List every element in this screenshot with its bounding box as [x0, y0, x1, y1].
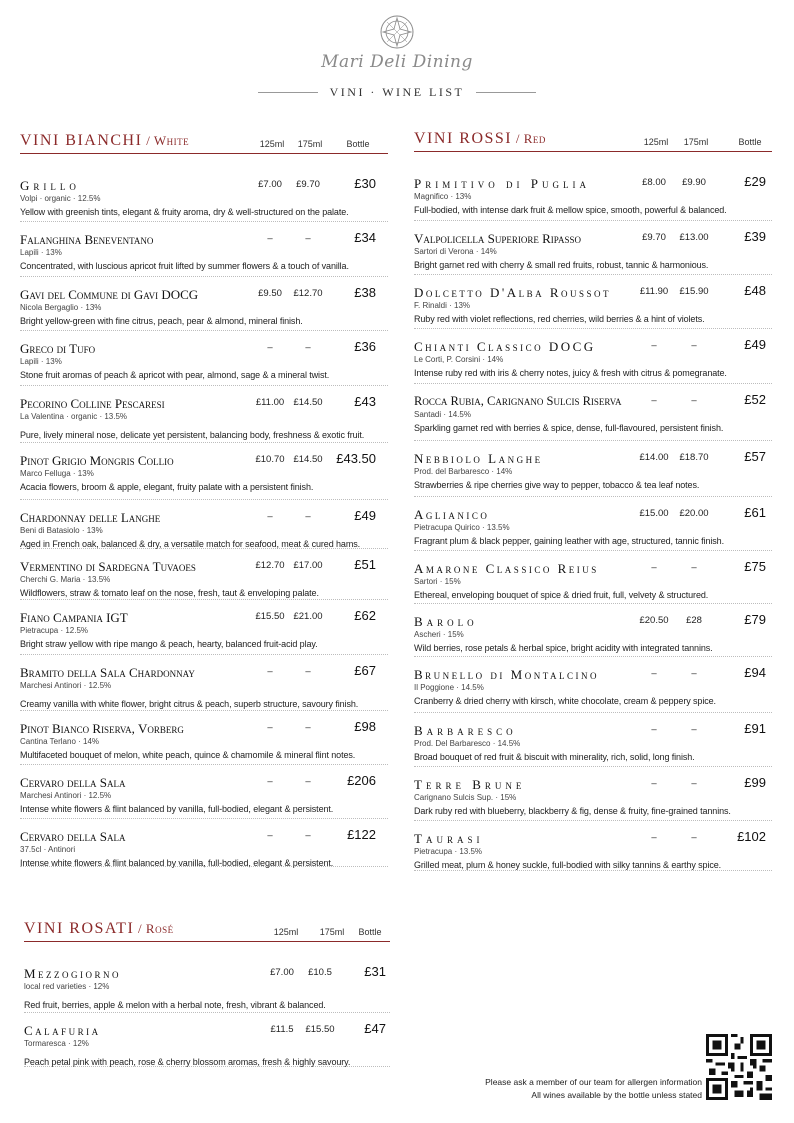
- wine-producer: Magnifico · 13%: [414, 192, 472, 201]
- price-bottle: £102: [737, 829, 766, 844]
- column-header-bottle: Bottle: [358, 927, 382, 937]
- wine-description: Intense white flowers & flint balanced by vanilla, full-bodied, elegant & persistent.: [20, 804, 334, 814]
- wine-producer: Prod. Del Barbaresco · 14.5%: [414, 739, 521, 748]
- wine-description: Dark ruby red with blueberry, blackberry & fig, dense & fruity, fine-grained tannins.: [414, 806, 731, 816]
- wine-producer: Beni di Batasiolo · 13%: [20, 526, 103, 535]
- column-header-125ml: 125ml: [259, 139, 285, 149]
- wine-name: Barbaresco: [414, 723, 517, 738]
- allergen-note: Please ask a member of our team for allergen information: [485, 1077, 702, 1087]
- wine-description: Cranberry & dried cherry with kirsch, white chocolate, cream & peppery spice.: [414, 696, 716, 706]
- wine-producer: Carignano Sulcis Sup. · 15%: [414, 793, 517, 802]
- wine-producer: Marco Felluga · 13%: [20, 469, 94, 478]
- price-125ml: £8.00: [642, 177, 666, 188]
- bottle-note: All wines available by the bottle unless stated: [531, 1090, 702, 1100]
- price-125ml: £12.70: [255, 560, 285, 571]
- section-title-main: VINI ROSATI: [24, 920, 135, 937]
- wine-name: Barolo: [414, 614, 478, 629]
- price-175ml: £15.50: [305, 1024, 335, 1035]
- wine-producer: Marchesi Antinori · 12.5%: [20, 791, 112, 800]
- price-125ml: –: [651, 724, 657, 735]
- wine-list: [20, 168, 388, 867]
- price-175ml: –: [305, 776, 311, 787]
- wine-producer: La Valentina · organic · 13.5%: [20, 412, 128, 421]
- price-175ml: –: [691, 395, 697, 406]
- wine-entry: [24, 956, 390, 1013]
- column-header-175ml: 175ml: [319, 927, 345, 937]
- wine-entry: [414, 441, 772, 497]
- wine-entry: [414, 166, 772, 221]
- price-bottle: £30: [354, 176, 376, 191]
- section-title-sub: / Rosé: [134, 921, 174, 936]
- wine-entry: [414, 275, 772, 329]
- price-175ml: –: [691, 340, 697, 351]
- wine-producer: Lapili · 13%: [20, 248, 62, 257]
- wine-name: Rocca Rubia, Carignano Sulcis Riserva: [414, 394, 622, 408]
- wine-name: Brunello di Montalcino: [414, 667, 599, 682]
- wine-producer: F. Rinaldi · 13%: [414, 301, 471, 310]
- wine-description: Peach petal pink with peach, rose & cherry blossom aromas, fresh & highly savoury.: [24, 1057, 351, 1067]
- column-header-125ml: 125ml: [643, 137, 669, 147]
- section-header: [20, 132, 388, 154]
- price-175ml: £12.70: [293, 288, 323, 299]
- wine-producer: Cantina Terlano · 14%: [20, 737, 100, 746]
- column-header-175ml: 175ml: [297, 139, 323, 149]
- wine-name: Gavi del Commune di Gavi DOCG: [20, 287, 199, 302]
- wine-entry: [414, 497, 772, 551]
- wine-name: Greco di Tufo: [20, 341, 96, 356]
- section-title: [414, 130, 546, 148]
- wine-producer: local red varieties · 12%: [24, 982, 110, 991]
- subtitle-row: [258, 84, 536, 100]
- wine-entry: [20, 600, 388, 655]
- section-vini-rossi: [414, 130, 772, 871]
- wine-entry: [20, 500, 388, 549]
- wine-producer: Pietracupa · 13.5%: [414, 847, 483, 856]
- price-bottle: £47: [364, 1021, 386, 1036]
- section-vini-bianchi: [20, 132, 388, 867]
- wine-name: Vermentino di Sardegna Tuvaoes: [20, 559, 196, 574]
- wine-name: Terre Brune: [414, 777, 526, 792]
- wine-producer: Il Poggione · 14.5%: [414, 683, 484, 692]
- price-bottle: £99: [744, 775, 766, 790]
- price-175ml: £9.70: [296, 179, 320, 190]
- wine-producer: Volpi · organic · 12.5%: [20, 194, 101, 203]
- price-175ml: –: [691, 724, 697, 735]
- wine-entry: [414, 713, 772, 767]
- column-header-125ml: 125ml: [273, 927, 299, 937]
- price-bottle: £29: [744, 174, 766, 189]
- wine-entry: [20, 331, 388, 386]
- wine-producer: Ascheri · 15%: [414, 630, 464, 639]
- wine-entry: [20, 386, 388, 443]
- price-125ml: £11.00: [255, 397, 285, 408]
- price-175ml: –: [691, 778, 697, 789]
- section-title-sub: / White: [142, 133, 190, 148]
- section-title-sub: / Red: [512, 131, 546, 146]
- price-175ml: –: [691, 668, 697, 679]
- wine-name: Grillo: [20, 178, 80, 193]
- wine-producer: Lapili · 13%: [20, 357, 62, 366]
- wine-producer: Marchesi Antinori · 12.5%: [20, 681, 112, 690]
- wine-description: Pure, lively mineral nose, delicate yet persistent, balancing body, freshness & exotic fruit.: [20, 430, 365, 440]
- column-header-175ml: 175ml: [683, 137, 709, 147]
- wine-name: Bramito della Sala Chardonnay: [20, 665, 195, 680]
- price-125ml: £20.50: [639, 615, 669, 626]
- price-175ml: £17.00: [293, 560, 323, 571]
- price-175ml: £21.00: [293, 611, 323, 622]
- wine-entry: [20, 765, 388, 819]
- price-125ml: –: [651, 395, 657, 406]
- wine-description: Yellow with greenish tints, elegant & fruity aroma, dry & well-structured on the palate.: [20, 207, 349, 217]
- price-175ml: £10.5: [308, 967, 332, 978]
- wine-producer: Pietracupa Quirico · 13.5%: [414, 523, 510, 532]
- wine-entry: [20, 549, 388, 600]
- wine-name: Falanghina Beneventano: [20, 232, 154, 247]
- price-125ml: –: [651, 778, 657, 789]
- wine-entry: [414, 821, 772, 871]
- wine-description: Stone fruit aromas of peach & apricot with pear, almond, sage & a mineral twist.: [20, 370, 330, 380]
- wine-name: Cervaro della Sala: [20, 775, 126, 790]
- section-vini-rosati: [24, 920, 390, 1067]
- wine-description: Multifaceted bouquet of melon, white peach, quince & chamomile & mineral flint notes.: [20, 750, 356, 760]
- section-title: [20, 132, 189, 150]
- wine-producer: Sartori · 15%: [414, 577, 461, 586]
- wine-description: Aged in French oak, balanced & dry, a versatile match for seafood, meat & cured hams.: [20, 539, 361, 549]
- section-header: [24, 920, 390, 942]
- price-bottle: £98: [354, 719, 376, 734]
- price-175ml: –: [305, 342, 311, 353]
- wine-name: Taurasi: [414, 831, 484, 846]
- wine-producer: Pietracupa · 12.5%: [20, 626, 89, 635]
- price-175ml: –: [305, 722, 311, 733]
- wine-description: Ruby red with violet reflections, red cherries, wild berries & a hint of violets.: [414, 314, 705, 324]
- wine-description: Full-bodied, with intense dark fruit & mellow spice, smooth, powerful & balanced.: [414, 205, 727, 215]
- divider: [476, 92, 536, 93]
- section-title-main: VINI ROSSI: [414, 130, 513, 147]
- section-title: [24, 920, 174, 938]
- wine-entry: [20, 168, 388, 222]
- price-bottle: £31: [364, 964, 386, 979]
- price-175ml: £18.70: [679, 452, 709, 463]
- price-bottle: £57: [744, 449, 766, 464]
- qr-code-icon[interactable]: [706, 1034, 772, 1100]
- price-bottle: £43: [354, 394, 376, 409]
- column-header-bottle: Bottle: [738, 137, 762, 147]
- wine-description: Sparkling garnet red with berries & spice, dense, full-flavoured, persistent finish.: [414, 423, 724, 433]
- wine-entry: [20, 222, 388, 277]
- logo-emblem-icon: [379, 14, 415, 50]
- wine-producer: Sartori di Verona · 14%: [414, 247, 497, 256]
- wine-name: Calafuria: [24, 1023, 101, 1038]
- price-bottle: £79: [744, 612, 766, 627]
- price-175ml: –: [305, 511, 311, 522]
- wine-description: Red fruit, berries, apple & melon with a herbal note, fresh, vibrant & balanced.: [24, 1000, 326, 1010]
- price-bottle: £94: [744, 665, 766, 680]
- price-125ml: £14.00: [639, 452, 669, 463]
- price-bottle: £91: [744, 721, 766, 736]
- wine-entry: [414, 604, 772, 657]
- price-175ml: –: [691, 562, 697, 573]
- price-125ml: £9.70: [642, 232, 666, 243]
- wine-entry: [20, 711, 388, 765]
- wine-producer: Santadi · 14.5%: [414, 410, 471, 419]
- wine-list: [414, 166, 772, 871]
- wine-entry: [20, 819, 388, 867]
- wine-description: Wild berries, rose petals & herbal spice, bright acidity with integrated tannins.: [414, 643, 713, 653]
- price-125ml: £11.90: [639, 286, 669, 297]
- wine-entry: [414, 551, 772, 604]
- page-header: [0, 0, 794, 110]
- price-125ml: £10.70: [255, 454, 285, 465]
- wine-description: Wildflowers, straw & tomato leaf on the nose, fresh, taut & enveloping palate.: [20, 588, 319, 598]
- price-125ml: –: [651, 832, 657, 843]
- wine-producer: Prod. del Barbaresco · 14%: [414, 467, 513, 476]
- price-125ml: –: [651, 562, 657, 573]
- wine-name: Aglianico: [414, 507, 490, 522]
- price-bottle: £48: [744, 283, 766, 298]
- price-125ml: £7.00: [270, 967, 294, 978]
- wine-producer: 37.5cl · Antinori: [20, 845, 76, 854]
- price-bottle: £43.50: [336, 451, 376, 466]
- price-175ml: £14.50: [293, 397, 323, 408]
- price-125ml: –: [267, 233, 273, 244]
- section-title-main: VINI BIANCHI: [20, 132, 143, 149]
- wine-description: Fragrant plum & black pepper, gaining leather with age, structured, tannic finish.: [414, 536, 724, 546]
- price-125ml: –: [267, 830, 273, 841]
- price-bottle: £61: [744, 505, 766, 520]
- wine-description: Strawberries & ripe cherries give way to pepper, tobacco & tea leaf notes.: [414, 480, 700, 490]
- price-125ml: –: [651, 668, 657, 679]
- price-bottle: £52: [744, 392, 766, 407]
- wine-name: Pinot Bianco Riserva, Vorberg: [20, 721, 184, 736]
- price-bottle: £62: [354, 608, 376, 623]
- wine-list: [24, 956, 390, 1067]
- divider: [258, 92, 318, 93]
- wine-description: Broad bouquet of red fruit & biscuit with minerality, rich, solid, long finish.: [414, 752, 695, 762]
- price-175ml: £14.50: [293, 454, 323, 465]
- price-175ml: £20.00: [679, 508, 709, 519]
- wine-name: Fiano Campania IGT: [20, 610, 128, 625]
- price-bottle: £75: [744, 559, 766, 574]
- price-bottle: £34: [354, 230, 376, 245]
- price-175ml: £13.00: [679, 232, 709, 243]
- wine-name: Dolcetto D'Alba Roussot: [414, 285, 612, 300]
- price-bottle: £67: [354, 663, 376, 678]
- price-125ml: £7.00: [258, 179, 282, 190]
- price-bottle: £38: [354, 285, 376, 300]
- wine-description: Intense ruby red with iris & cherry notes, juicy & fresh with citrus & pomegranate.: [414, 368, 727, 378]
- price-125ml: –: [267, 511, 273, 522]
- price-175ml: £9.90: [682, 177, 706, 188]
- wine-name: Primitivo di Puglia: [414, 176, 590, 191]
- price-175ml: –: [305, 666, 311, 677]
- price-125ml: £11.5: [270, 1024, 294, 1035]
- wine-entry: [20, 443, 388, 500]
- wine-name: Mezzogiorno: [24, 966, 122, 981]
- price-125ml: –: [651, 340, 657, 351]
- wine-description: Bright garnet red with cherry & small red fruits, robust, tannic & harmonious.: [414, 260, 709, 270]
- wine-name: Chianti Classico DOCG: [414, 339, 596, 354]
- brand-name: Mari Deli Dining: [321, 52, 473, 72]
- wine-name: Pinot Grigio Mongris Collio: [20, 453, 174, 468]
- wine-producer: Cherchi G. Maria · 13.5%: [20, 575, 111, 584]
- wine-entry: [414, 329, 772, 384]
- wine-description: Intense white flowers & flint balanced by vanilla, full-bodied, elegant & persistent.: [20, 858, 334, 868]
- wine-description: Bright yellow-green with fine citrus, peach, pear & almond, mineral finish.: [20, 316, 303, 326]
- wine-name: Nebbiolo Langhe: [414, 451, 543, 466]
- wine-entry: [414, 657, 772, 713]
- price-175ml: –: [305, 233, 311, 244]
- price-175ml: £15.90: [679, 286, 709, 297]
- wine-name: Amarone Classico Reius: [414, 561, 599, 576]
- price-125ml: £15.00: [639, 508, 669, 519]
- wine-producer: Nicola Bergaglio · 13%: [20, 303, 102, 312]
- wine-name: Valpolicella Superiore Ripasso: [414, 231, 581, 246]
- price-125ml: –: [267, 722, 273, 733]
- price-175ml: –: [305, 830, 311, 841]
- price-175ml: –: [691, 832, 697, 843]
- column-header-bottle: Bottle: [346, 139, 370, 149]
- wine-entry: [414, 767, 772, 821]
- wine-name: Chardonnay delle Langhe: [20, 510, 161, 525]
- price-bottle: £206: [347, 773, 376, 788]
- price-bottle: £49: [744, 337, 766, 352]
- price-125ml: –: [267, 776, 273, 787]
- price-125ml: –: [267, 342, 273, 353]
- price-bottle: £49: [354, 508, 376, 523]
- wine-description: Concentrated, with luscious apricot fruit lifted by summer flowers & a touch of vanilla.: [20, 261, 349, 271]
- wine-description: Ethereal, enveloping bouquet of spice & dried fruit, full, velvety & structured.: [414, 590, 709, 600]
- wine-description: Grilled meat, plum & honey suckle, full-bodied with silky tannins & earthy spice.: [414, 860, 722, 870]
- price-175ml: £28: [686, 615, 702, 626]
- page-subtitle: VINI · WINE LIST: [329, 85, 465, 99]
- wine-entry: [24, 1013, 390, 1067]
- price-bottle: £122: [347, 827, 376, 842]
- wine-entry: [414, 384, 772, 441]
- wine-description: Bright straw yellow with ripe mango & peach, hearty, balanced fruit-acid play.: [20, 639, 318, 649]
- price-bottle: £39: [744, 229, 766, 244]
- price-125ml: £9.50: [258, 288, 282, 299]
- section-header: [414, 130, 772, 152]
- wine-description: Creamy vanilla with white flower, bright citrus & peach, superb structure, savoury finish.: [20, 699, 359, 709]
- footer-notes: [485, 1076, 702, 1102]
- wine-name: Pecorino Colline Pescaresi: [20, 396, 165, 411]
- wine-producer: Le Corti, P. Corsini · 14%: [414, 355, 504, 364]
- wine-entry: [20, 277, 388, 331]
- wine-name: Cervaro della Sala: [20, 829, 126, 844]
- price-bottle: £51: [354, 557, 376, 572]
- wine-entry: [20, 655, 388, 711]
- price-125ml: £15.50: [255, 611, 285, 622]
- price-125ml: –: [267, 666, 273, 677]
- wine-entry: [414, 221, 772, 275]
- wine-producer: Tormaresca · 12%: [24, 1039, 89, 1048]
- price-bottle: £36: [354, 339, 376, 354]
- wine-description: Acacia flowers, broom & apple, elegant, fruity palate with a persistent finish.: [20, 482, 314, 492]
